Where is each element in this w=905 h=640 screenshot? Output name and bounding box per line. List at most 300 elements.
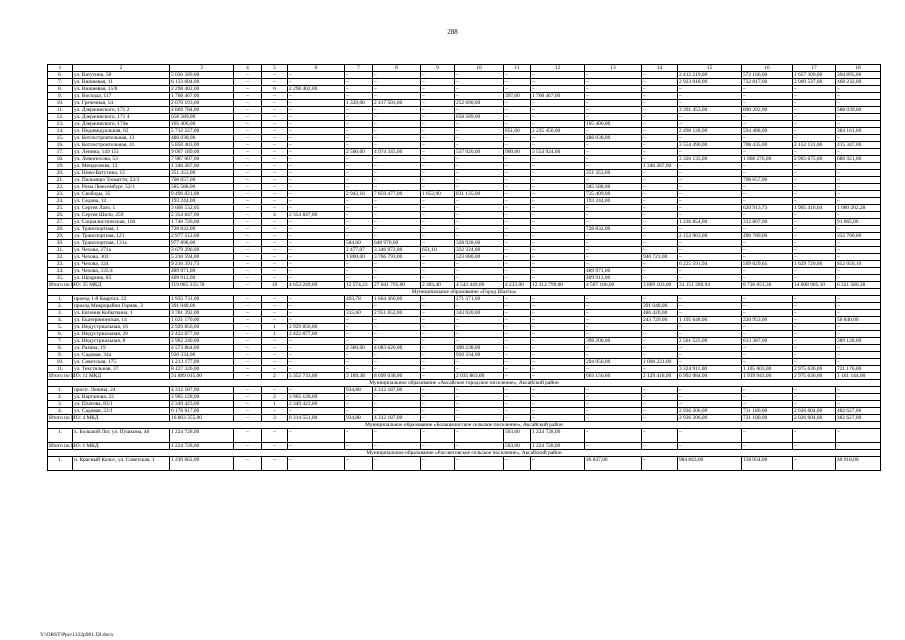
table-row — [48, 261, 881, 268]
table-cell: 2 153 963,00 — [678, 233, 742, 240]
table-cell: – — [504, 324, 531, 331]
table-cell: – — [793, 198, 836, 205]
table-cell: – — [288, 142, 345, 149]
table-cell: – — [262, 114, 288, 121]
table-cell: 2 026 604,00 — [793, 408, 836, 415]
table-cell: – — [373, 212, 421, 219]
table-cell: – — [262, 366, 288, 373]
table-cell: – — [531, 310, 585, 317]
table-cell: – — [504, 170, 531, 177]
table-cell: – — [345, 303, 373, 310]
table-cell: 2 412 219,00 — [678, 72, 742, 79]
table-cell: – — [421, 163, 455, 170]
table-cell: – — [421, 177, 455, 184]
table-cell: 2 977 512,00 — [170, 233, 234, 240]
table-row — [48, 177, 881, 184]
table-cell: – — [742, 268, 793, 275]
table-row — [48, 219, 881, 226]
table-cell: 1 — [262, 401, 288, 408]
table-cell: – — [678, 254, 742, 261]
table-cell: – — [793, 345, 836, 352]
table-cell: – — [642, 72, 678, 79]
table-cell: – — [742, 387, 793, 394]
table-cell: – — [421, 121, 455, 128]
table-cell: – — [421, 275, 455, 282]
table-cell: – — [585, 156, 642, 163]
table-cell: – — [421, 366, 455, 373]
table-cell: – — [642, 401, 678, 408]
table-cell: – — [421, 345, 455, 352]
table-cell: ул. Вартанова, 22 — [73, 394, 170, 401]
table-cell: – — [504, 401, 531, 408]
table-cell: – — [234, 338, 262, 345]
table-cell: – — [585, 142, 642, 149]
total-row — [48, 282, 881, 289]
table-cell: 27 041 795,00 — [373, 282, 421, 289]
table-cell: – — [793, 219, 836, 226]
table-cell: – — [742, 401, 793, 408]
table-cell: – — [421, 170, 455, 177]
table-row — [48, 135, 881, 142]
table-cell: – — [585, 366, 642, 373]
table-cell: 1 080 202,28 — [836, 205, 881, 212]
table-cell: – — [373, 205, 421, 212]
table-row — [48, 324, 881, 331]
table-cell: – — [373, 72, 421, 79]
table-cell: 9 216 391,73 — [170, 261, 234, 268]
table-cell: – — [531, 142, 585, 149]
table-cell: – — [234, 219, 262, 226]
table-cell: – — [793, 177, 836, 184]
table-cell: – — [793, 100, 836, 107]
table-cell: – — [836, 324, 881, 331]
table-cell: – — [345, 156, 373, 163]
table-cell: – — [585, 394, 642, 401]
table-cell: 940 721,00 — [642, 254, 678, 261]
table-cell: 686 921,00 — [836, 156, 881, 163]
table-cell: 332 760,00 — [836, 233, 881, 240]
table-cell: – — [455, 198, 504, 205]
table-cell: 4 312 187,00 — [373, 415, 421, 422]
table-cell: – — [373, 135, 421, 142]
table-cell: – — [836, 268, 881, 275]
table-cell: 490 238,00 — [455, 345, 504, 352]
table-cell: – — [504, 394, 531, 401]
table-cell: – — [742, 135, 793, 142]
table-cell: – — [288, 275, 345, 282]
table-cell: – — [345, 107, 373, 114]
table-row — [48, 114, 881, 121]
table-cell: – — [421, 303, 455, 310]
table-cell: – — [531, 394, 585, 401]
table-cell: – — [531, 191, 585, 198]
table-cell: просп. Ленина, 24 — [73, 387, 170, 394]
table-cell: 585 588,00 — [170, 184, 234, 191]
table-cell: – — [234, 373, 262, 380]
table-cell: 2 129 418,00 — [642, 373, 678, 380]
table-cell: 3 965 128,00 — [170, 394, 234, 401]
table-cell: – — [455, 457, 504, 471]
table-cell: – — [793, 114, 836, 121]
table-cell: – — [288, 443, 345, 450]
table-cell: – — [373, 261, 421, 268]
table-cell: – — [455, 443, 504, 450]
table-cell: – — [642, 226, 678, 233]
table-cell: 2 951 052,00 — [373, 310, 421, 317]
table-cell: – — [455, 184, 504, 191]
table-cell: 9. — [48, 352, 73, 359]
table-cell: 1 768 467,00 — [531, 93, 585, 100]
table-cell: – — [678, 226, 742, 233]
table-cell: 620 913,73 — [742, 205, 793, 212]
table-cell: – — [455, 93, 504, 100]
table-cell: 11. — [48, 107, 73, 114]
table-cell: – — [373, 114, 421, 121]
table-cell: – — [793, 429, 836, 443]
table-cell: – — [742, 296, 793, 303]
table-cell: – — [234, 324, 262, 331]
table-row — [48, 100, 881, 107]
table-cell: – — [345, 205, 373, 212]
table-cell: 10 — [262, 282, 288, 289]
table-cell: ул. Дзержинского, 171 2 — [73, 107, 170, 114]
table-cell: – — [455, 121, 504, 128]
table-cell: – — [836, 429, 881, 443]
table-cell: – — [642, 93, 678, 100]
table-cell: – — [262, 296, 288, 303]
table-cell: – — [455, 275, 504, 282]
table-cell: ул. Вишневая, 11 — [73, 79, 170, 86]
table-cell: – — [421, 79, 455, 86]
table-cell: – — [262, 317, 288, 324]
table-cell: ул. Восхода, 117 — [73, 93, 170, 100]
table-cell: 1 629 720,06 — [793, 261, 836, 268]
table-cell: – — [585, 408, 642, 415]
table-cell: – — [531, 415, 585, 422]
table-cell: – — [793, 268, 836, 275]
table-cell: 16 803 355,00 — [170, 415, 234, 422]
table-cell: 3 — [170, 65, 234, 72]
table-cell: 20. — [48, 170, 73, 177]
table-cell: – — [421, 254, 455, 261]
table-cell: – — [793, 296, 836, 303]
table-cell: – — [793, 331, 836, 338]
table-cell: 328 928,00 — [455, 240, 504, 247]
table-cell: – — [345, 317, 373, 324]
table-cell: 15 — [678, 65, 742, 72]
table-cell: 732 817,00 — [742, 79, 793, 86]
table-cell: 1 105 648,00 — [678, 317, 742, 324]
table-cell: 28. — [48, 226, 73, 233]
table-cell: 3 554 490,00 — [678, 142, 742, 149]
table-cell: 731 180,00 — [742, 415, 793, 422]
table-cell: – — [531, 240, 585, 247]
table-cell: – — [288, 366, 345, 373]
table-cell: – — [793, 443, 836, 450]
table-cell: – — [373, 226, 421, 233]
table-cell: – — [642, 345, 678, 352]
table-row — [48, 93, 881, 100]
table-cell: – — [345, 177, 373, 184]
table-cell: ул. Дзержинского, 174в — [73, 121, 170, 128]
table-cell: – — [678, 135, 742, 142]
table-cell: 831 135,00 — [455, 191, 504, 198]
table-cell: – — [262, 275, 288, 282]
table-cell: 648 970,00 — [373, 240, 421, 247]
table-cell: – — [288, 296, 345, 303]
table-cell: – — [642, 86, 678, 93]
table-cell: – — [234, 345, 262, 352]
table-cell: – — [504, 156, 531, 163]
section-heading: Муниципальное образование «Рассветовское сельское поселение», Аксайский район — [48, 450, 881, 457]
table-cell: – — [234, 457, 262, 471]
section-heading: Муниципальное образование «Большелогское сельское поселение», Аксайский район — [48, 422, 881, 429]
table-cell: – — [262, 163, 288, 170]
table-cell: ул. Индивидуальная, 62 — [73, 128, 170, 135]
table-cell: – — [234, 86, 262, 93]
table-cell: 2. — [48, 303, 73, 310]
table-cell: 14 — [642, 65, 678, 72]
table-cell: – — [642, 149, 678, 156]
table-cell: п. Красный Колос, ул. Советская, 1 — [73, 457, 170, 471]
table-cell: 18 — [836, 65, 881, 72]
table-cell: 17 — [793, 65, 836, 72]
table-cell: 482 627,00 — [836, 415, 881, 422]
table-cell: – — [234, 331, 262, 338]
table-cell: 2 936 206,00 — [678, 408, 742, 415]
table-cell: ул. Котлостроительная, 13 — [73, 135, 170, 142]
table-cell: – — [504, 107, 531, 114]
table-cell: 29. — [48, 233, 73, 240]
table-cell: – — [504, 387, 531, 394]
table-cell: – — [531, 317, 585, 324]
table-cell: – — [836, 163, 881, 170]
table-cell: 708 657,00 — [170, 177, 234, 184]
table-cell: – — [234, 317, 262, 324]
table-cell: – — [234, 408, 262, 415]
table-cell: – — [793, 457, 836, 471]
table-cell: 7 859 477,00 — [373, 191, 421, 198]
table-cell: 584,00 — [345, 240, 373, 247]
table-cell: ул. Разина, 19 — [73, 345, 170, 352]
table-cell: – — [345, 261, 373, 268]
table-row — [48, 345, 881, 352]
page-number: 288 — [447, 28, 458, 36]
table-row — [48, 86, 881, 93]
table-cell: 9 496 021,00 — [170, 191, 234, 198]
table-row — [48, 268, 881, 275]
table-cell: – — [678, 352, 742, 359]
table-cell: – — [234, 93, 262, 100]
table-cell: 3 606 532,05 — [170, 205, 234, 212]
table-cell: – — [836, 303, 881, 310]
table-cell: 3. — [48, 401, 73, 408]
table-cell: 3 766 793,00 — [373, 254, 421, 261]
table-cell: 415 347,00 — [836, 142, 881, 149]
table-cell: – — [288, 128, 345, 135]
table-cell: – — [504, 352, 531, 359]
table-cell: – — [262, 198, 288, 205]
table-cell: – — [373, 170, 421, 177]
table-cell: – — [373, 121, 421, 128]
table-cell: проезд 1-й Квартал, 22 — [73, 296, 170, 303]
table-cell: – — [234, 184, 262, 191]
table-cell: – — [642, 268, 678, 275]
table-cell: – — [836, 198, 881, 205]
table-cell: – — [742, 100, 793, 107]
table-cell: 384 161,00 — [836, 128, 881, 135]
total-row — [48, 443, 881, 450]
table-cell: 4. — [48, 408, 73, 415]
table-cell: – — [678, 240, 742, 247]
table-cell: 12. — [48, 114, 73, 121]
table-cell: – — [455, 142, 504, 149]
table-cell: – — [421, 359, 455, 366]
table-cell: – — [455, 324, 504, 331]
table-cell: – — [531, 107, 585, 114]
table-cell: 2 929 856,00 — [288, 324, 345, 331]
table-cell: – — [793, 226, 836, 233]
table-cell: – — [793, 359, 836, 366]
table-cell: – — [642, 142, 678, 149]
table-cell: – — [678, 212, 742, 219]
table-cell: – — [234, 240, 262, 247]
table-cell: – — [373, 93, 421, 100]
table-cell: – — [455, 394, 504, 401]
table-cell: – — [288, 163, 345, 170]
table-cell: – — [234, 387, 262, 394]
table-cell: – — [793, 394, 836, 401]
table-cell: 312 807,00 — [742, 219, 793, 226]
table-cell: – — [504, 79, 531, 86]
table-cell: – — [504, 408, 531, 415]
table-cell: – — [455, 261, 504, 268]
table-cell: 394 895,00 — [836, 72, 881, 79]
table-cell: – — [288, 191, 345, 198]
table-cell: – — [421, 212, 455, 219]
table-cell: – — [262, 310, 288, 317]
table-cell: – — [288, 79, 345, 86]
table-cell: 2 298 402,00 — [170, 86, 234, 93]
table-cell: 2 — [73, 65, 170, 72]
table-cell: – — [262, 338, 288, 345]
table-cell: – — [345, 79, 373, 86]
table-cell: 4 312 187,00 — [373, 387, 421, 394]
table-cell: – — [262, 226, 288, 233]
table-cell: – — [836, 331, 881, 338]
table-cell: – — [678, 359, 742, 366]
table-cell: 651,10 — [421, 247, 455, 254]
table-cell: – — [455, 212, 504, 219]
table-row — [48, 359, 881, 366]
table-cell: – — [585, 401, 642, 408]
table-cell: ул. Сергея Шило, 259 — [73, 212, 170, 219]
table-cell: – — [642, 261, 678, 268]
table-cell: – — [585, 352, 642, 359]
table-cell: – — [742, 191, 793, 198]
table-cell: 2 670 193,00 — [170, 100, 234, 107]
table-cell: 1 213 177,00 — [170, 359, 234, 366]
table-cell: 6. — [48, 331, 73, 338]
table-cell: – — [345, 184, 373, 191]
table-cell: – — [642, 177, 678, 184]
table-cell: – — [504, 226, 531, 233]
table-cell: – — [678, 247, 742, 254]
table-cell: 2 380,00 — [345, 345, 373, 352]
table-cell: – — [288, 261, 345, 268]
table-cell: ул. Седова, 12 — [73, 198, 170, 205]
table-cell: 2 975 636,00 — [793, 373, 836, 380]
table-cell: ул. Щедрина, 85 — [73, 275, 170, 282]
table-cell: – — [262, 170, 288, 177]
table-cell: – — [504, 205, 531, 212]
table-cell: Итого по МО: 35 МКД — [49, 282, 102, 288]
table-cell: – — [531, 100, 585, 107]
table-cell: – — [288, 177, 345, 184]
table-cell: 2 009 537,00 — [793, 79, 836, 86]
table-cell: – — [504, 121, 531, 128]
table-cell: – — [742, 443, 793, 450]
table-cell: – — [455, 366, 504, 373]
table-cell: – — [234, 303, 262, 310]
table-cell: – — [421, 338, 455, 345]
table-cell: 4 543 449,00 — [455, 282, 504, 289]
table-cell: – — [678, 429, 742, 443]
table-cell: – — [234, 233, 262, 240]
table-cell: ул. Чехова, 271а — [73, 247, 170, 254]
table-cell: – — [421, 317, 455, 324]
table-cell: – — [836, 254, 881, 261]
table-cell: – — [504, 331, 531, 338]
table-cell: ул. Чехова, 335/4 — [73, 268, 170, 275]
table-cell: – — [234, 198, 262, 205]
table-cell: 33. — [48, 261, 73, 268]
table-row — [48, 352, 881, 359]
table-cell: – — [421, 296, 455, 303]
table-cell: – — [531, 261, 585, 268]
table-cell: 91 065,00 — [836, 219, 881, 226]
table-row — [48, 121, 881, 128]
table-cell: 1 336 854,00 — [678, 219, 742, 226]
table-cell: – — [793, 352, 836, 359]
table-cell: 6 321 586,38 — [836, 282, 881, 289]
table-cell: – — [531, 163, 585, 170]
table-cell: – — [642, 170, 678, 177]
table-cell: 613 387,00 — [742, 338, 793, 345]
table-cell: 1 161 144,00 — [836, 373, 881, 380]
table-cell: 4 312 187,00 — [170, 387, 234, 394]
table-cell: – — [642, 233, 678, 240]
table-cell: 1 621 170,00 — [170, 317, 234, 324]
table-row — [48, 387, 881, 394]
table-cell: 493,78 — [345, 296, 373, 303]
table-cell: 4 974 345,00 — [373, 149, 421, 156]
table-cell: 16 — [742, 65, 793, 72]
table-cell: – — [421, 205, 455, 212]
table-cell: – — [742, 254, 793, 261]
table-cell: – — [421, 352, 455, 359]
table-cell: – — [585, 86, 642, 93]
table-cell: – — [234, 254, 262, 261]
table-cell: 1 068 276,00 — [742, 156, 793, 163]
table-cell: 50 840,00 — [836, 317, 881, 324]
table-cell: 523 080,00 — [455, 254, 504, 261]
table-cell: 391 048,00 — [642, 303, 678, 310]
table-cell: – — [836, 352, 881, 359]
table-cell: 489 971,00 — [585, 268, 642, 275]
table-cell: 12 574,23 — [345, 282, 373, 289]
table-cell: – — [742, 345, 793, 352]
